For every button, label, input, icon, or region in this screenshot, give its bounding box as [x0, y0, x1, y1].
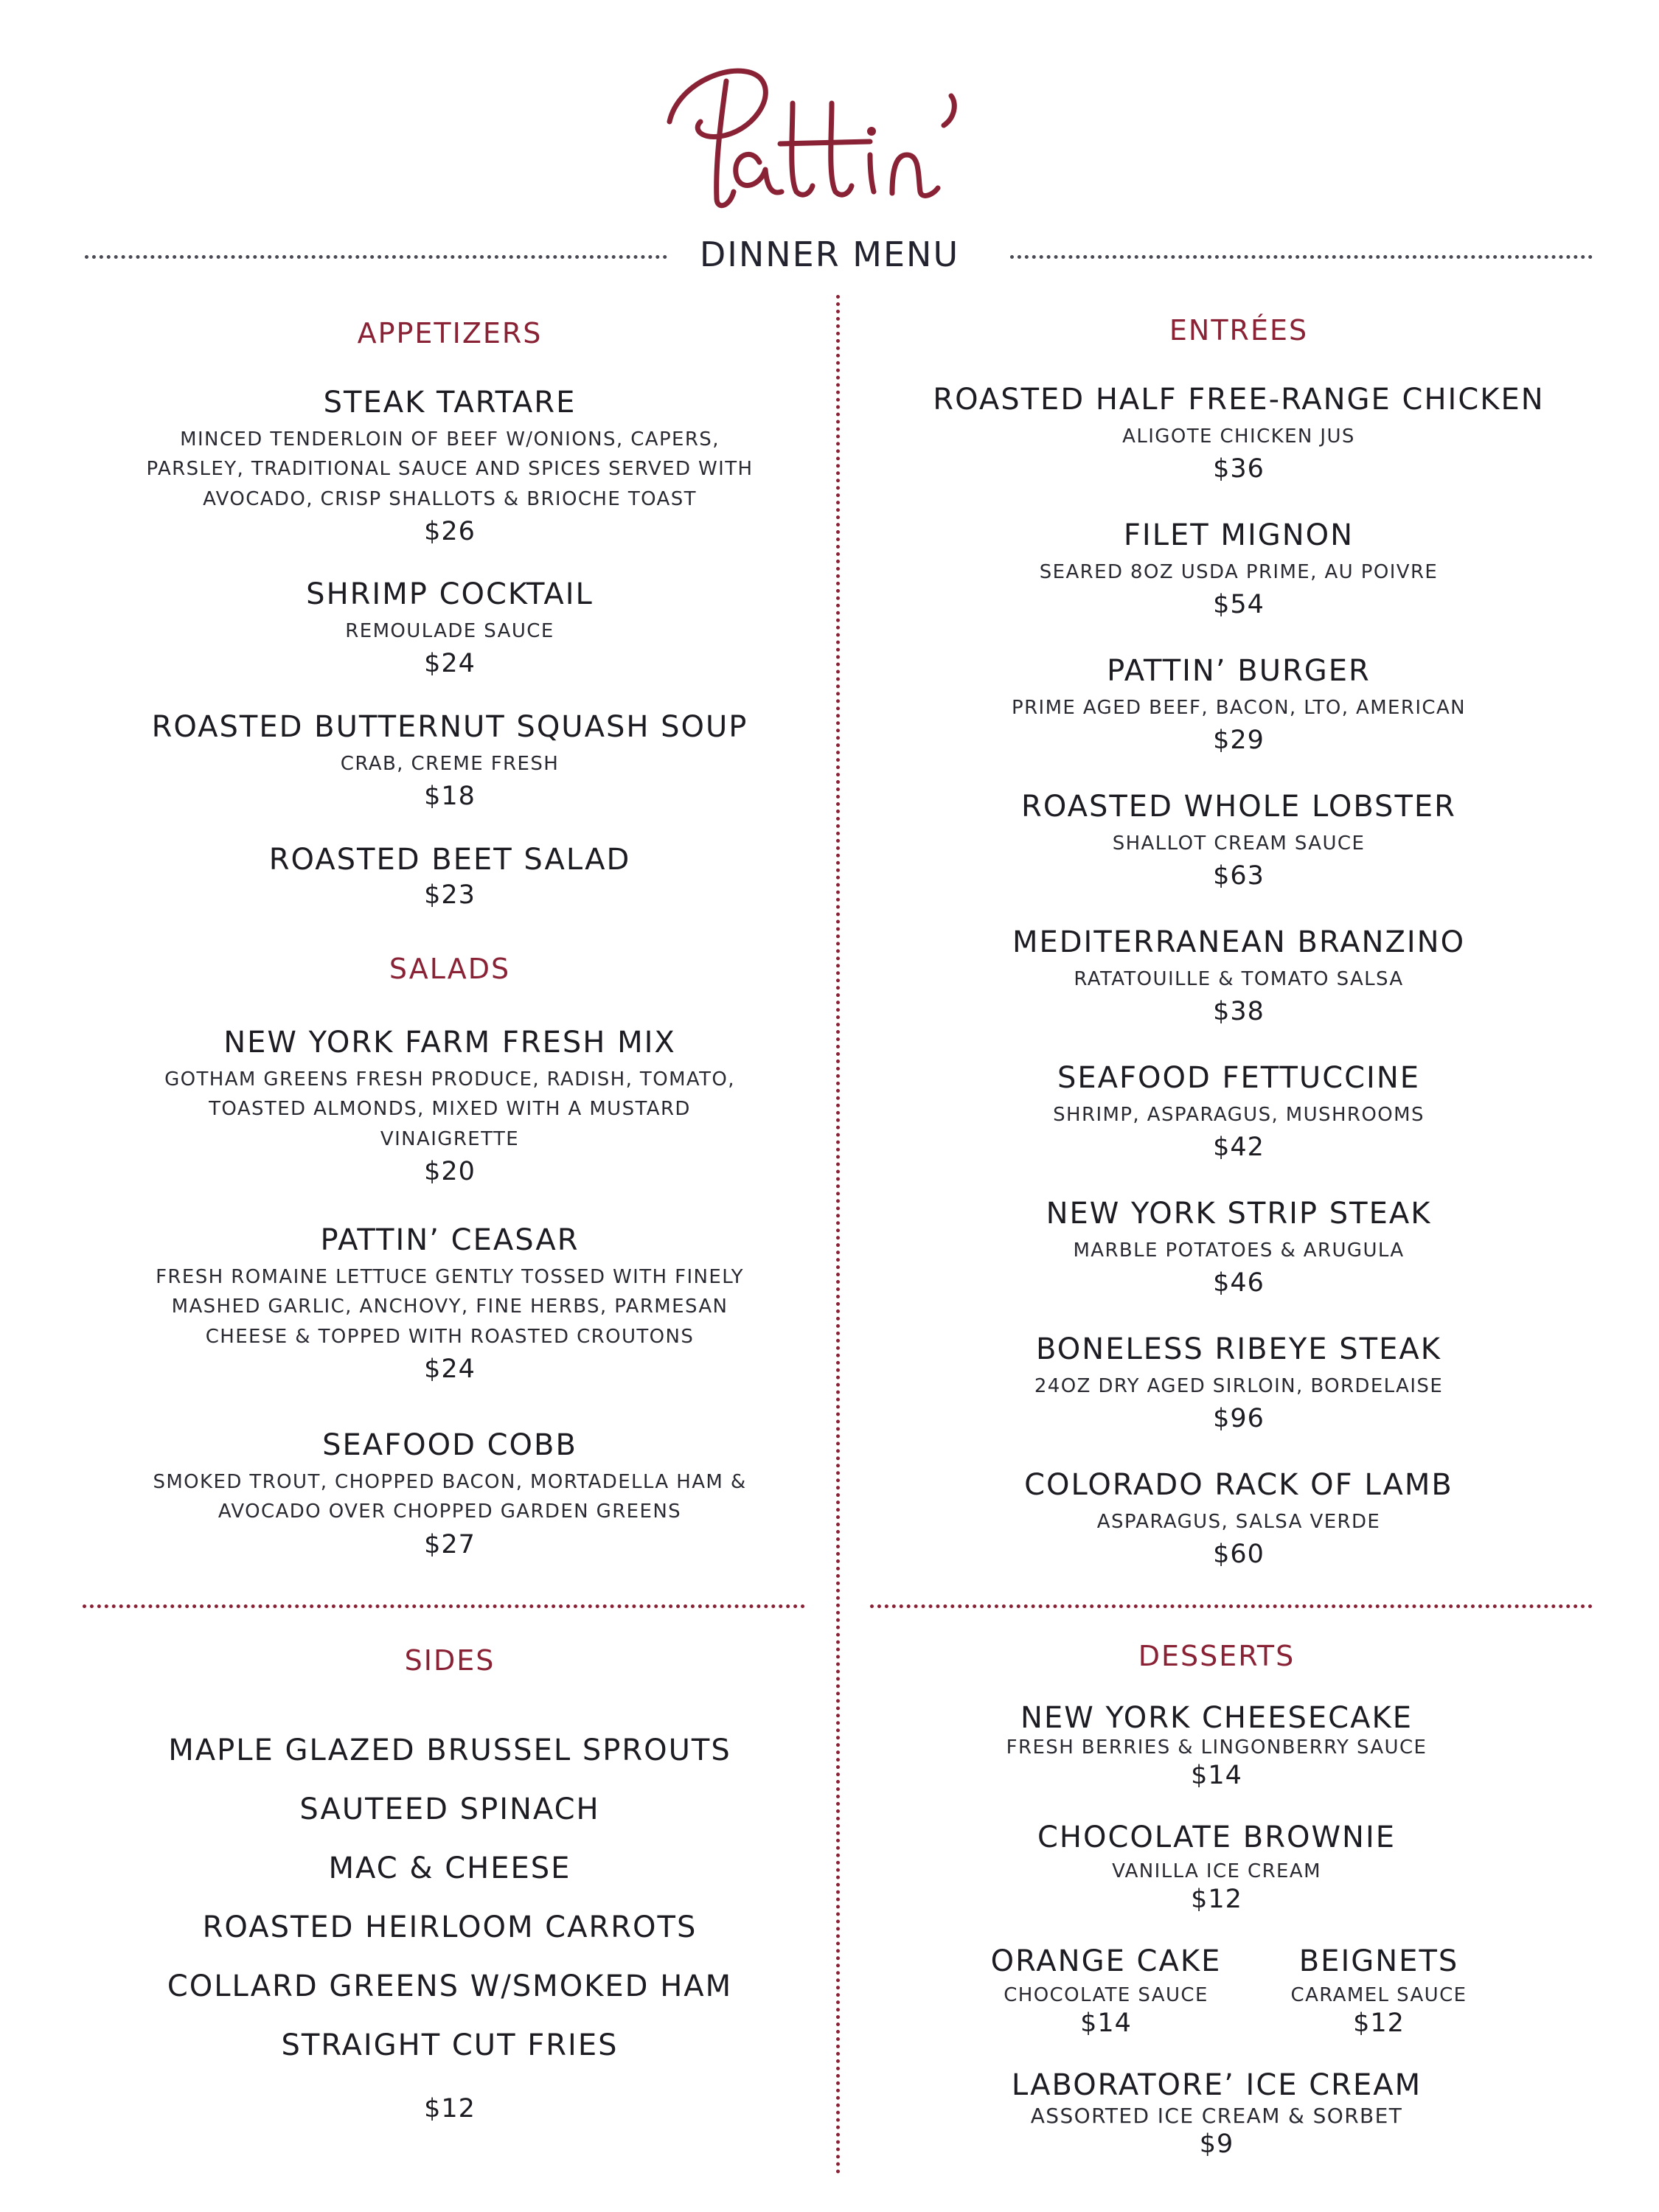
- item-price: $63: [1213, 861, 1265, 891]
- item-desc: CRAB, CREME FRESH: [340, 753, 560, 775]
- menu-item: [855, 1700, 1578, 1790]
- menu-item: [855, 2067, 1578, 2159]
- item-desc: RATATOUILLE & TOMATO SALSA: [1074, 968, 1404, 990]
- item-price: $12: [1353, 2008, 1405, 2038]
- item-desc: SEARED 8OZ USDA PRIME, AU POIVRE: [1039, 561, 1439, 583]
- item-desc: SMOKED TROUT, CHOPPED BACON, MORTADELLA HAM & AVOCADO OVER CHOPPED GARDEN GREENS: [153, 1471, 747, 1523]
- item-name: ORANGE CAKE: [990, 1944, 1222, 1978]
- item-name: MEDITERRANEAN BRANZINO: [1012, 925, 1466, 959]
- sides-section: [74, 1607, 826, 2197]
- item-desc: GOTHAM GREENS FRESH PRODUCE, RADISH, TOMATO, TOASTED ALMONDS, MIXED WITH A MUSTARD VINAIGRETTE: [164, 1068, 735, 1150]
- item-price: $54: [1213, 590, 1265, 620]
- right-column: [870, 0, 1607, 1607]
- menu-item: [870, 382, 1607, 484]
- item-name: ROASTED WHOLE LOBSTER: [1021, 790, 1456, 824]
- item-desc: VANILLA ICE CREAM: [1112, 1860, 1321, 1882]
- item-price: $27: [424, 1529, 476, 1559]
- entrees-title-block: [870, 314, 1607, 347]
- desserts-title-block: [855, 1640, 1578, 1672]
- item-name: ROASTED BEET SALAD: [268, 843, 631, 877]
- item-name: ROASTED BUTTERNUT SQUASH SOUP: [151, 710, 748, 744]
- item-name: SEAFOOD COBB: [322, 1428, 577, 1462]
- menu-item: [74, 1427, 826, 1559]
- item-desc: ASPARAGUS, SALSA VERDE: [1096, 1511, 1381, 1533]
- salads-title: SALADS: [389, 953, 511, 985]
- item-price: $14: [1191, 1760, 1242, 1790]
- appetizers-title: APPETIZERS: [357, 317, 543, 349]
- sides-title: SIDES: [404, 1644, 495, 1677]
- item-name: ROASTED HALF FREE-RANGE CHICKEN: [933, 383, 1545, 417]
- item-price: $23: [424, 880, 476, 910]
- item-name: PATTIN’ BURGER: [1107, 654, 1371, 688]
- item-name: BONELESS RIBEYE STEAK: [1036, 1332, 1441, 1366]
- sides-price: $12: [424, 2094, 476, 2124]
- item-desc: REMOULADE SAUCE: [345, 620, 554, 642]
- item-name: SHRIMP COCKTAIL: [306, 577, 594, 611]
- center-divider: [836, 295, 840, 2175]
- menu-item: [870, 653, 1607, 755]
- item-price: $96: [1213, 1404, 1265, 1434]
- menu-item: [870, 1196, 1607, 1298]
- item-desc: CHOCOLATE SAUCE: [1004, 1984, 1208, 2006]
- menu-item: [74, 385, 826, 546]
- item-price: $29: [1213, 726, 1265, 756]
- item-desc: CARAMEL SAUCE: [1290, 1984, 1467, 2006]
- item-price: $14: [1080, 2008, 1132, 2038]
- desserts-section: [855, 1607, 1578, 2197]
- item-price: $20: [424, 1156, 476, 1186]
- item-price: $42: [1213, 1133, 1265, 1163]
- menu-item: [74, 1222, 826, 1384]
- item-name: SEAFOOD FETTUCCINE: [1057, 1061, 1421, 1095]
- item-name: CHOCOLATE BROWNIE: [1037, 1820, 1397, 1854]
- menu-item: [981, 1944, 1231, 2038]
- menu-item: [870, 1467, 1607, 1569]
- left-column: [74, 0, 826, 1607]
- item-name: NEW YORK FARM FRESH MIX: [223, 1026, 676, 1060]
- side-item: MAC & CHEESE: [328, 1851, 571, 1885]
- item-price: $60: [1213, 1540, 1265, 1570]
- menu-item: [870, 1332, 1607, 1433]
- item-name: COLORADO RACK OF LAMB: [1024, 1468, 1453, 1502]
- menu-item: [74, 709, 826, 811]
- menu-title: DINNER MENU: [699, 234, 960, 274]
- salads-title-block: [74, 953, 826, 985]
- item-desc: 24OZ DRY AGED SIRLOIN, BORDELAISE: [1034, 1375, 1444, 1397]
- item-name: PATTIN’ CEASAR: [320, 1223, 580, 1257]
- item-name: STEAK TARTARE: [323, 386, 577, 420]
- appetizers-title-block: [74, 317, 826, 349]
- menu-item: [855, 1820, 1578, 1914]
- item-price: $36: [1213, 454, 1265, 484]
- entrees-title: ENTRÉES: [1169, 314, 1309, 347]
- item-desc: FRESH BERRIES & LINGONBERRY SAUCE: [1006, 1736, 1427, 1759]
- item-name: BEIGNETS: [1298, 1944, 1459, 1978]
- item-name: NEW YORK CHEESECAKE: [1020, 1701, 1413, 1735]
- item-desc: MINCED TENDERLOIN OF BEEF W/ONIONS, CAPERS, PARSLEY, TRADITIONAL SAUCE AND SPICES SERVED WITH AVOCADO, CRISP SHALLOTS & BRIOCHE TOAST: [146, 428, 754, 510]
- item-desc: SHALLOT CREAM SAUCE: [1112, 832, 1366, 855]
- item-name: LABORATORE’ ICE CREAM: [1011, 2068, 1422, 2102]
- menu-item: [870, 518, 1607, 619]
- menu-item: [870, 789, 1607, 891]
- side-item: ROASTED HEIRLOOM CARROTS: [202, 1910, 698, 1944]
- item-price: $38: [1213, 997, 1265, 1027]
- menu-item: [74, 842, 826, 910]
- side-item: SAUTEED SPINACH: [299, 1792, 600, 1826]
- item-price: $24: [424, 1354, 476, 1384]
- menu-item: [870, 925, 1607, 1026]
- item-desc: ASSORTED ICE CREAM & SORBET: [1030, 2104, 1403, 2128]
- side-item: COLLARD GREENS W/SMOKED HAM: [167, 1969, 733, 2003]
- item-desc: ALIGOTE CHICKEN JUS: [1122, 425, 1355, 448]
- sides-title-block: [74, 1644, 826, 1677]
- item-desc: SHRIMP, ASPARAGUS, MUSHROOMS: [1053, 1104, 1425, 1126]
- item-price: $12: [1191, 1884, 1242, 1914]
- item-name: NEW YORK STRIP STEAK: [1046, 1197, 1432, 1231]
- menu-item: [74, 577, 826, 678]
- desserts-title: DESSERTS: [1138, 1640, 1295, 1672]
- item-price: $18: [424, 782, 476, 812]
- side-item: STRAIGHT CUT FRIES: [281, 2028, 619, 2062]
- item-price: $24: [424, 649, 476, 679]
- item-name: FILET MIGNON: [1123, 518, 1354, 552]
- item-desc: FRESH ROMAINE LETTUCE GENTLY TOSSED WITH FINELY MASHED GARLIC, ANCHOVY, FINE HERBS, PARMESAN CHEESE & TOPPED WITH ROASTED CROUTONS: [156, 1266, 744, 1348]
- item-price: $46: [1213, 1268, 1265, 1298]
- menu-item: [74, 1025, 826, 1186]
- menu-item: [870, 1060, 1607, 1162]
- menu-item: [1268, 1944, 1489, 2038]
- side-item: MAPLE GLAZED BRUSSEL SPROUTS: [168, 1733, 731, 1767]
- item-desc: MARBLE POTATOES & ARUGULA: [1073, 1239, 1405, 1262]
- item-price: $26: [424, 516, 476, 546]
- item-price: $9: [1199, 2129, 1234, 2160]
- item-desc: PRIME AGED BEEF, BACON, LTO, AMERICAN: [1011, 697, 1467, 719]
